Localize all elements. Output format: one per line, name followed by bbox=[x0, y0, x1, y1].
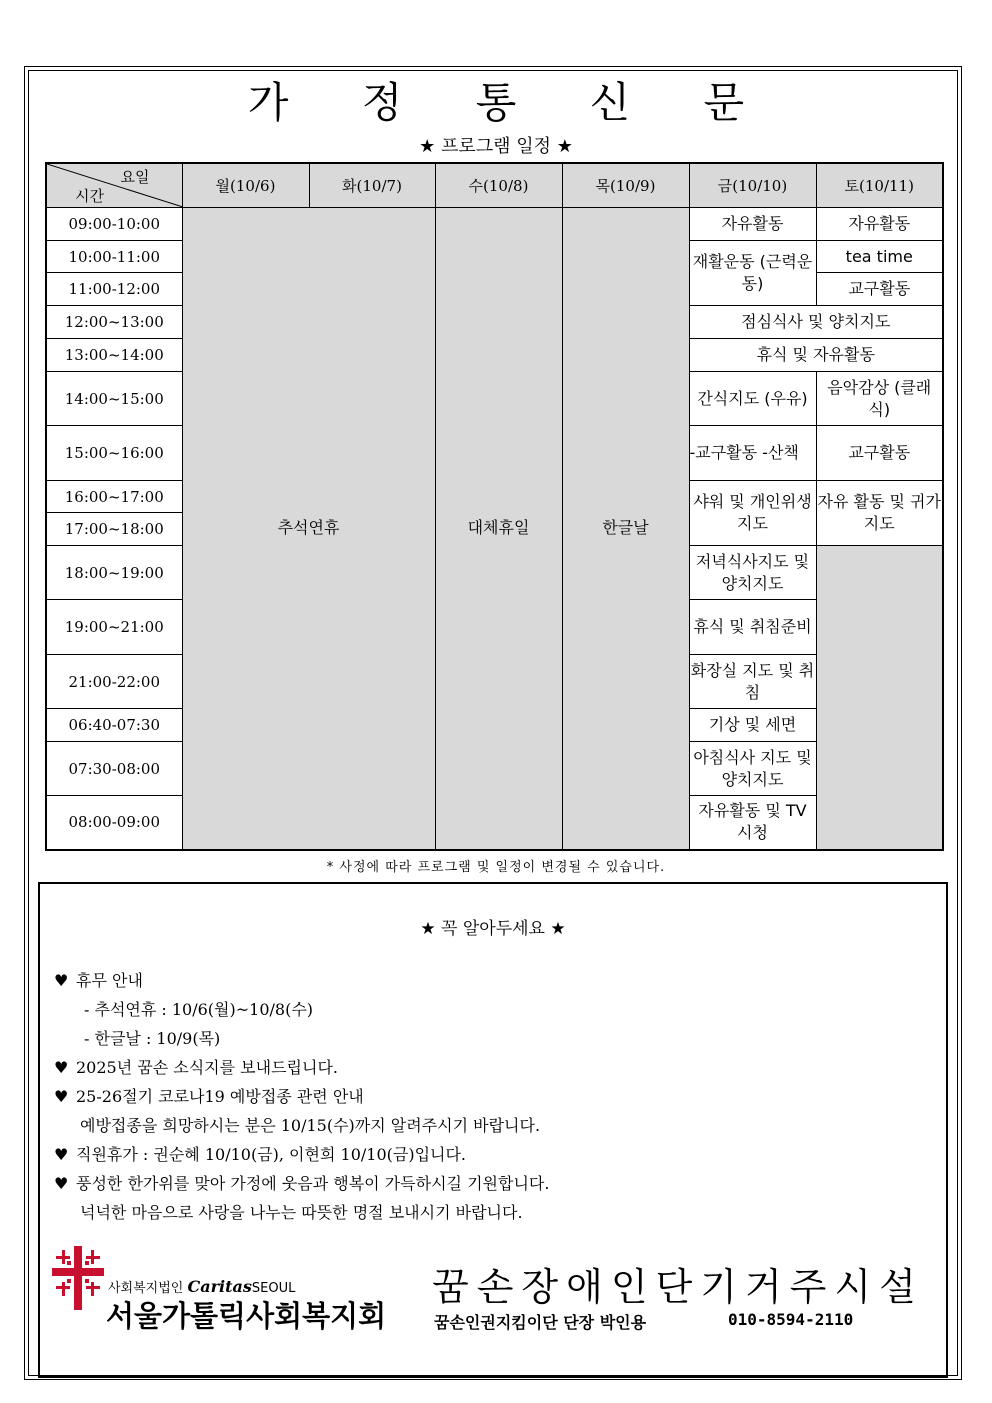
fri-activity: -교구활동 -산책 bbox=[689, 426, 816, 481]
day-header-thu: 목(10/9) bbox=[562, 163, 689, 208]
list-item bbox=[54, 1053, 549, 1082]
shared-activity: 휴식 및 자유활동 bbox=[689, 339, 943, 372]
shared-activity: 점심식사 및 양치지도 bbox=[689, 306, 943, 339]
fri-activity: 휴식 및 취침준비 bbox=[689, 600, 816, 655]
day-header-mon: 월(10/6) bbox=[182, 163, 309, 208]
page-title: 가 정 통 신 문 bbox=[247, 78, 775, 127]
sat-activity: 교구활동 bbox=[816, 273, 943, 306]
facility-name: 꿈손장애인단기거주시설 bbox=[432, 1265, 924, 1309]
time-cell: 08:00-09:00 bbox=[46, 796, 182, 850]
fri-activity: 아침식사 지도 및 양치지도 bbox=[689, 742, 816, 796]
time-cell: 09:00-10:00 bbox=[46, 208, 182, 241]
org-prefix-text: 사회복지법인 bbox=[108, 1281, 184, 1296]
corner-day-label: 요일 bbox=[120, 168, 150, 186]
notice-text: - 한글날 : 10/9(목) bbox=[84, 1029, 221, 1048]
fri-activity: 간식지도 (우유) bbox=[689, 372, 816, 426]
sat-activity: 자유활동 bbox=[816, 208, 943, 241]
day-header-sat: 토(10/11) bbox=[816, 163, 943, 208]
notice-box bbox=[38, 882, 948, 1378]
caritas-cross-icon bbox=[52, 1246, 104, 1310]
holiday-chuseok-cell: 추석연휴 bbox=[182, 208, 435, 850]
notice-text: 휴무 안내 bbox=[76, 971, 143, 990]
notice-text: 직원휴가 : 권순혜 10/10(금), 이현희 10/10(금)입니다. bbox=[76, 1145, 467, 1164]
day-header-fri: 금(10/10) bbox=[689, 163, 816, 208]
fri-activity: 샤워 및 개인위생지도 bbox=[689, 481, 816, 546]
org-name: 서울가톨릭사회복지회 bbox=[106, 1299, 387, 1333]
table-row bbox=[46, 208, 943, 241]
list-item bbox=[54, 1140, 549, 1169]
holiday-hangul-cell: 한글날 bbox=[562, 208, 689, 850]
notice-text: 예방접종을 희망하시는 분은 10/15(수)까지 알려주시기 바랍니다. bbox=[80, 1116, 541, 1135]
time-cell: 17:00~18:00 bbox=[46, 513, 182, 546]
notice-title: ★ 꼭 알아두세요 ★ bbox=[420, 919, 566, 939]
time-cell: 11:00-12:00 bbox=[46, 273, 182, 306]
fri-activity: 자유활동 및 TV 시청 bbox=[689, 796, 816, 850]
heart-icon: ♥ bbox=[54, 1174, 69, 1193]
notice-text: 넉넉한 마음으로 사랑을 나누는 따뜻한 명절 보내시기 바랍니다. bbox=[80, 1203, 523, 1222]
header-row bbox=[46, 163, 943, 208]
holiday-substitute-cell: 대체휴일 bbox=[435, 208, 562, 850]
time-cell: 13:00~14:00 bbox=[46, 339, 182, 372]
fri-activity: 재활운동 (근력운동) bbox=[689, 241, 816, 306]
list-item bbox=[54, 1111, 549, 1140]
heart-icon: ♥ bbox=[54, 1087, 69, 1106]
time-cell: 18:00~19:00 bbox=[46, 546, 182, 600]
list-item bbox=[54, 1024, 549, 1053]
time-cell: 21:00-22:00 bbox=[46, 655, 182, 709]
corner-time-label: 시간 bbox=[75, 187, 104, 205]
fri-activity: 화장실 지도 및 취침 bbox=[689, 655, 816, 709]
fri-activity: 저녁식사지도 및 양치지도 bbox=[689, 546, 816, 600]
heart-icon: ♥ bbox=[54, 1145, 69, 1164]
time-cell: 16:00~17:00 bbox=[46, 481, 182, 513]
list-item bbox=[54, 1082, 549, 1111]
list-item bbox=[54, 1198, 549, 1227]
diagonal-line bbox=[47, 164, 183, 207]
schedule-note: * 사정에 따라 프로그램 및 일정이 변경될 수 있습니다. bbox=[326, 860, 666, 875]
time-cell: 19:00~21:00 bbox=[46, 600, 182, 655]
time-cell: 10:00-11:00 bbox=[46, 241, 182, 273]
heart-icon: ♥ bbox=[54, 971, 69, 990]
sat-activity: 교구활동 bbox=[816, 426, 943, 481]
time-cell: 15:00~16:00 bbox=[46, 426, 182, 481]
time-cell: 07:30-08:00 bbox=[46, 742, 182, 796]
day-header-tue: 화(10/7) bbox=[309, 163, 435, 208]
sat-activity: 자유 활동 및 귀가지도 bbox=[816, 481, 943, 546]
schedule-table bbox=[45, 162, 944, 851]
corner-cell bbox=[46, 163, 182, 208]
day-header-wed: 수(10/8) bbox=[435, 163, 562, 208]
time-cell: 12:00~13:00 bbox=[46, 306, 182, 339]
org-brand: Caritas bbox=[187, 1277, 252, 1296]
time-cell: 06:40-07:30 bbox=[46, 709, 182, 742]
notice-text: - 추석연휴 : 10/6(월)~10/8(수) bbox=[84, 1000, 314, 1019]
fri-activity: 자유활동 bbox=[689, 208, 816, 241]
schedule-subtitle: ★ 프로그램 일정 ★ bbox=[419, 136, 573, 157]
list-item bbox=[54, 966, 549, 995]
notice-text: 25-26절기 코로나19 예방접종 관련 안내 bbox=[76, 1087, 364, 1106]
list-item bbox=[54, 1169, 549, 1198]
sat-empty-cell bbox=[816, 546, 943, 850]
time-cell: 14:00~15:00 bbox=[46, 372, 182, 426]
list-item bbox=[54, 995, 549, 1024]
phone-number: 010-8594-2110 bbox=[728, 1310, 854, 1329]
leader-info: 꿈손인권지킴이단 단장 박인용 bbox=[434, 1313, 647, 1332]
heart-icon: ♥ bbox=[54, 1058, 69, 1077]
sat-activity: tea time bbox=[816, 241, 943, 273]
notice-list bbox=[54, 966, 549, 1227]
sat-activity: 음악감상 (클래식) bbox=[816, 372, 943, 426]
notice-text: 풍성한 한가위를 맞아 가정에 웃음과 행복이 가득하시길 기원합니다. bbox=[76, 1174, 550, 1193]
fri-activity: 기상 및 세면 bbox=[689, 709, 816, 742]
notice-text: 2025년 꿈손 소식지를 보내드립니다. bbox=[76, 1058, 338, 1077]
org-brand-city: SEOUL bbox=[251, 1281, 296, 1296]
